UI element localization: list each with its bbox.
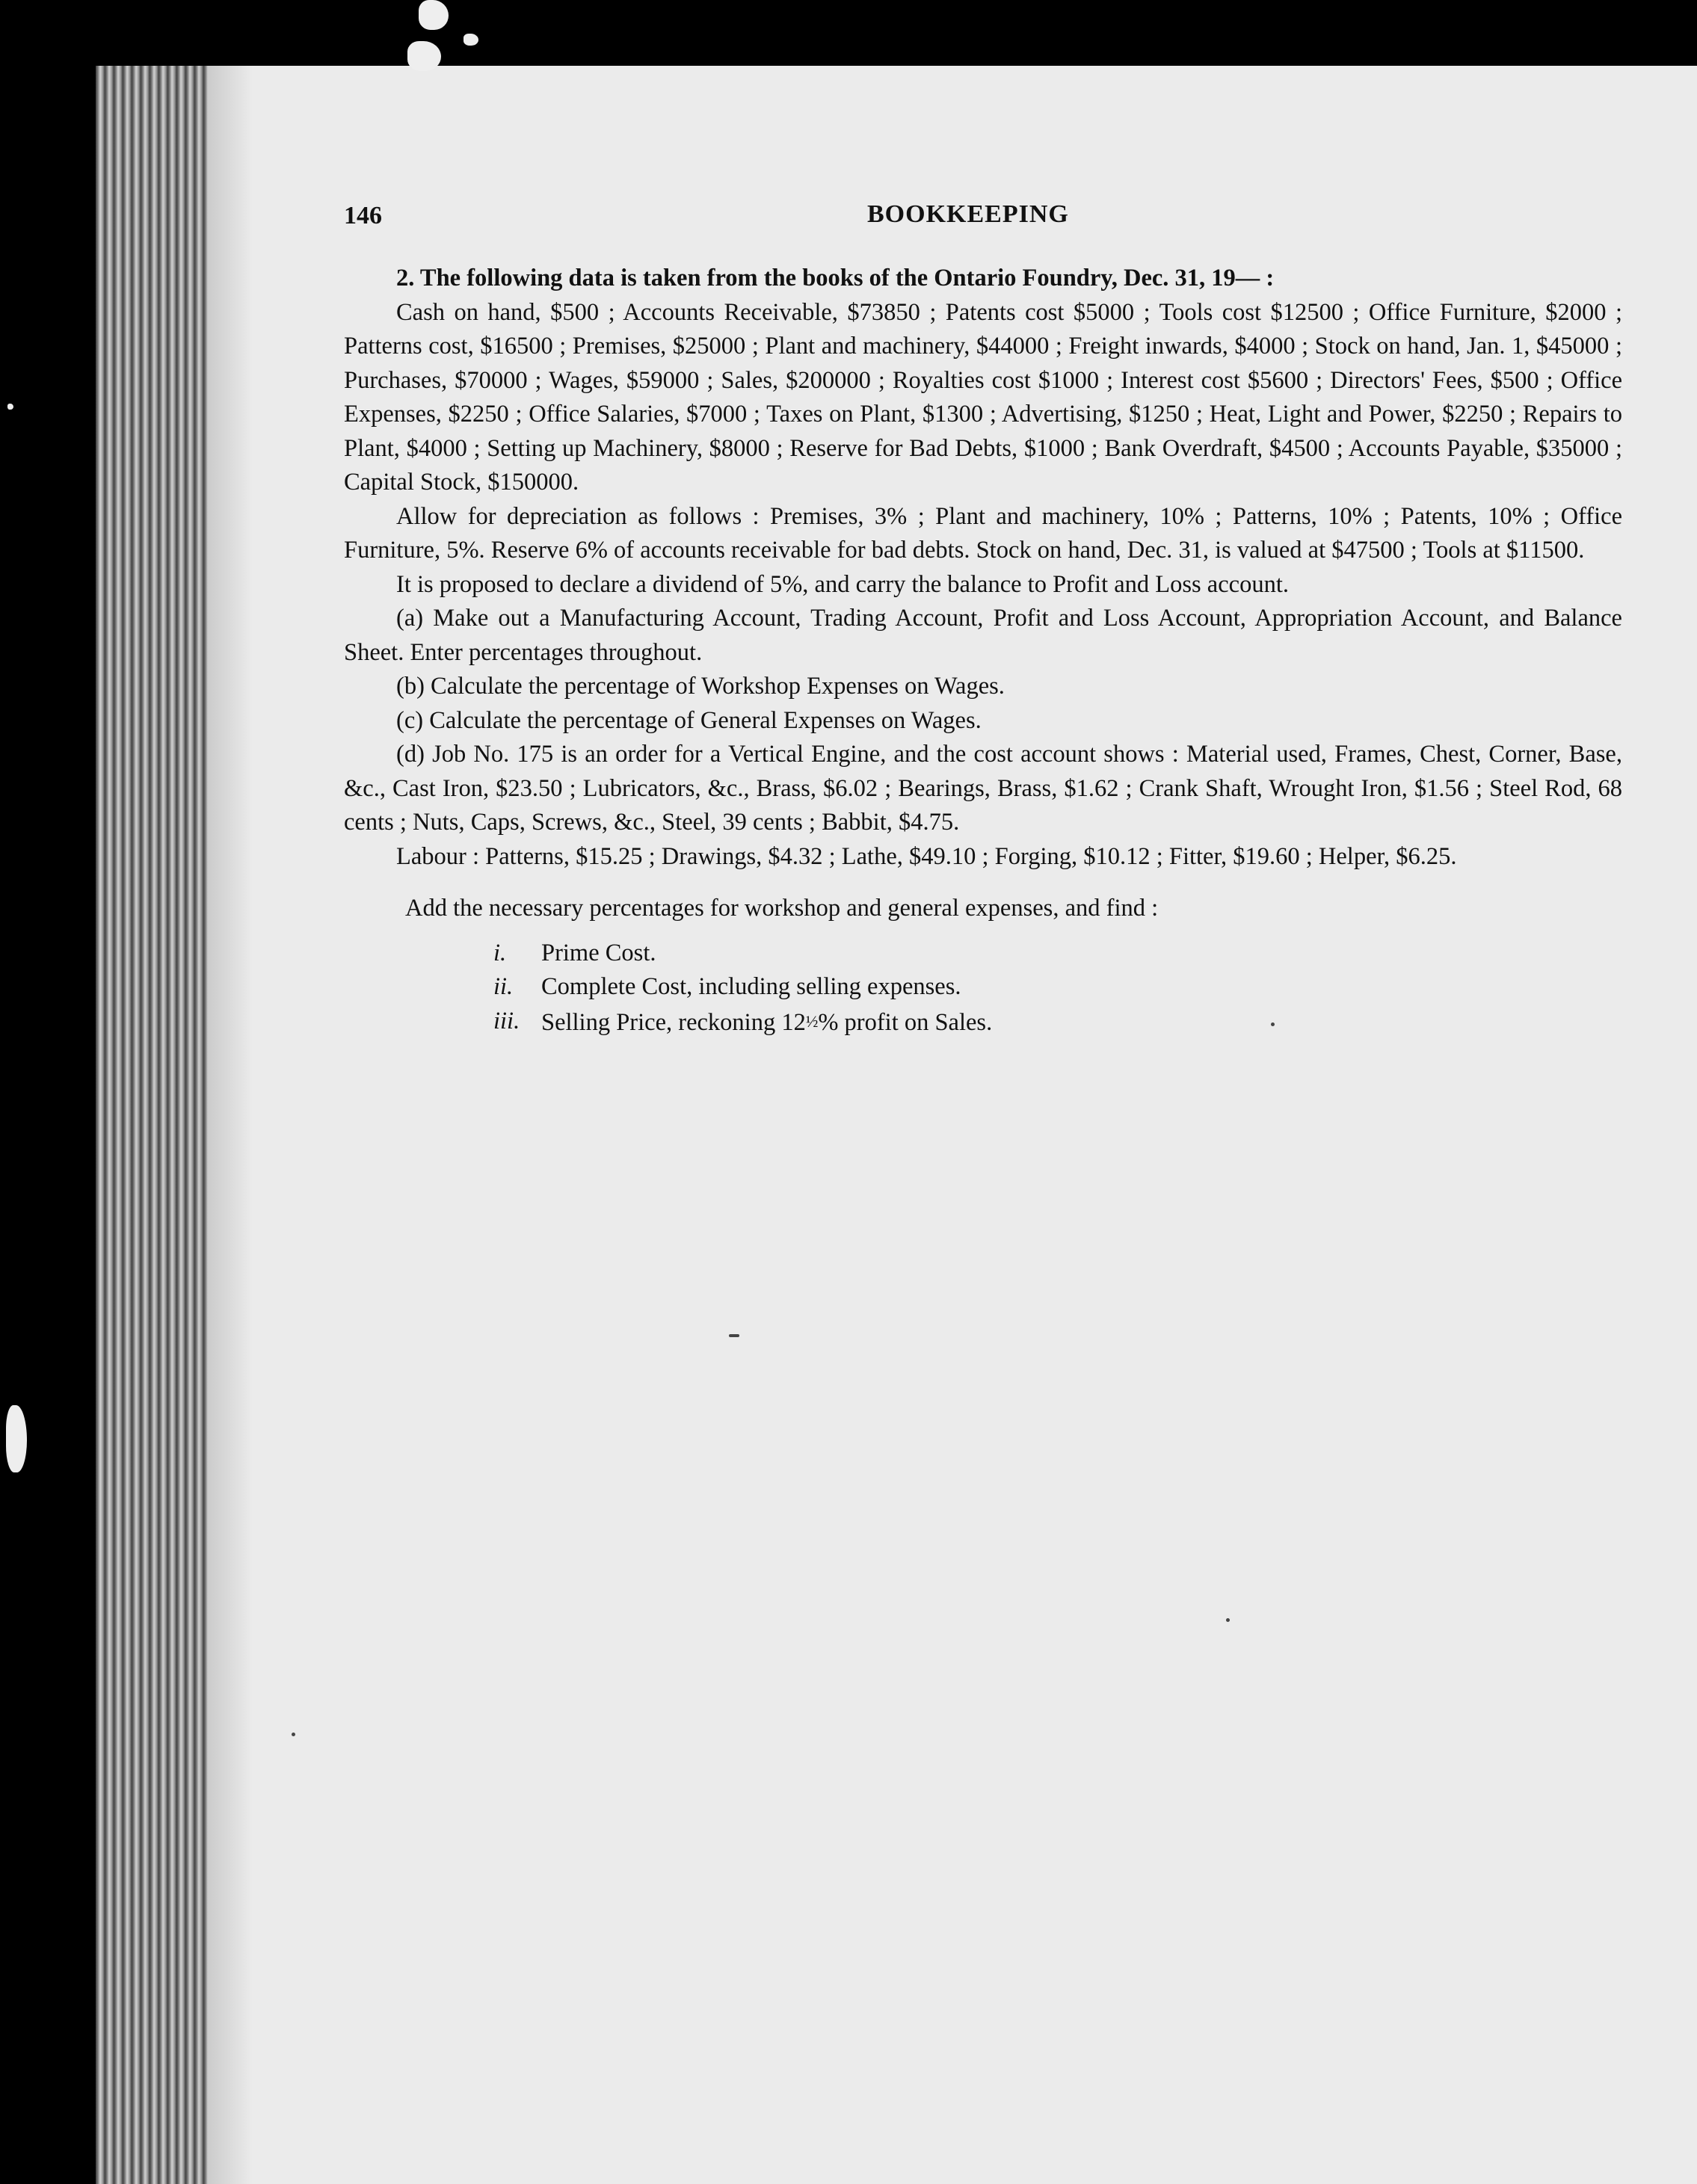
find-list <box>344 937 1622 1040</box>
list-marker: iii. <box>493 1007 520 1034</box>
page-number: 146 <box>344 202 382 229</box>
account-data-paragraph: Cash on hand, $500 ; Accounts Receivable, $73850 ; Patents cost $5000 ; Tools cost $12500 ; Office Furniture, $2000 ; Patterns cost, $16500 ; Premises, $25000 ; Plant and machinery, $44000 ; Freight inwards, $4000 ; Stock on hand, Jan. 1, $45000 ; Purchases, $70000 ; Wages, $59000 ; Sales, $200000 ; Royalties cost $1000 ; Interest cost $5600 ; Directors' Fees, $500 ; Office Expenses, $2250 ; Office Salaries, $7000 ; Taxes on Plant, $1300 ; Advertising, $1250 ; Heat, Light and Power, $2250 ; Repairs to Plant, $4000 ; Setting up Machinery, $8000 ; Reserve for Bad Debts, $1000 ; Bank Overdraft, $4500 ; Accounts Payable, $35000 ; Capital Stock, $150000. <box>344 298 1622 496</box>
list-item-text <box>541 1005 992 1040</box>
page-header <box>344 194 1622 239</box>
ink-dot <box>292 1733 295 1736</box>
list-item-text: Prime Cost. <box>541 939 656 966</box>
list-item <box>493 970 1622 1005</box>
depreciation-paragraph: Allow for depreciation as follows : Premises, 3% ; Plant and machinery, 10% ; Patterns, 10% ; Patents, 10% ; Office Furniture, 5%. Reserve 6% of accounts receivable for bad debts. Stock on hand, Dec. 31, is valued at $47500 ; Tools at $11500. <box>344 502 1622 564</box>
page-edge-shadow <box>208 66 253 2184</box>
scan-border-top <box>0 0 1697 66</box>
list-item <box>493 1005 1622 1040</box>
fraction-half: ½ <box>805 1011 819 1031</box>
running-head: BOOKKEEPING <box>867 200 1069 228</box>
list-marker: i. <box>493 939 507 966</box>
add-instruction: Add the necessary percentages for workshop and general expenses, and find : <box>405 895 1159 922</box>
dividend-paragraph: It is proposed to declare a dividend of 5%, and carry the balance to Profit and Loss account. <box>396 570 1289 598</box>
list-marker: ii. <box>493 973 514 1000</box>
part-c: (c) Calculate the percentage of General Expenses on Wages. <box>396 706 982 734</box>
page-stack-edge <box>96 66 208 2184</box>
scan-speck <box>7 404 13 410</box>
scan-speck <box>6 1405 27 1472</box>
page-content <box>344 194 1622 1040</box>
list-item-text: Complete Cost, including selling expenses. <box>541 973 961 1000</box>
ink-dot <box>729 1334 739 1337</box>
problem-intro: 2. The following data is taken from the books of the Ontario Foundry, Dec. 31, 19— : <box>396 265 1275 291</box>
list-item <box>493 937 1622 971</box>
ink-dot <box>1226 1618 1230 1622</box>
scan-speck <box>463 34 478 46</box>
labour-paragraph: Labour : Patterns, $15.25 ; Drawings, $4.32 ; Lathe, $49.10 ; Forging, $10.12 ; Fitter, $19.60 ; Helper, $6.25. <box>396 842 1457 870</box>
part-b: (b) Calculate the percentage of Workshop Expenses on Wages. <box>396 673 1005 700</box>
scan-speck <box>419 0 449 30</box>
selling-price-text: Selling Price, reckoning 12 <box>541 1008 806 1036</box>
part-d: (d) Job No. 175 is an order for a Vertical Engine, and the cost account shows : Material used, Frames, Chest, Corner, Base, &c., Cast Iron, $23.50 ; Lubricators, &c., Brass, $6.02 ; Bearings, Brass, $1.62 ; Crank Shaft, Wrought Iron, $1.56 ; Steel Rod, 68 cents ; Nuts, Caps, Screws, &c., Steel, 39 cents ; Babbit, $4.75. <box>344 741 1622 836</box>
scan-speck <box>407 41 441 71</box>
selling-price-text-end: % profit on Sales. <box>818 1008 993 1036</box>
part-a: (a) Make out a Manufacturing Account, Trading Account, Profit and Loss Account, Appropriation Account, and Balance Sheet. Enter percentages throughout. <box>344 605 1622 666</box>
